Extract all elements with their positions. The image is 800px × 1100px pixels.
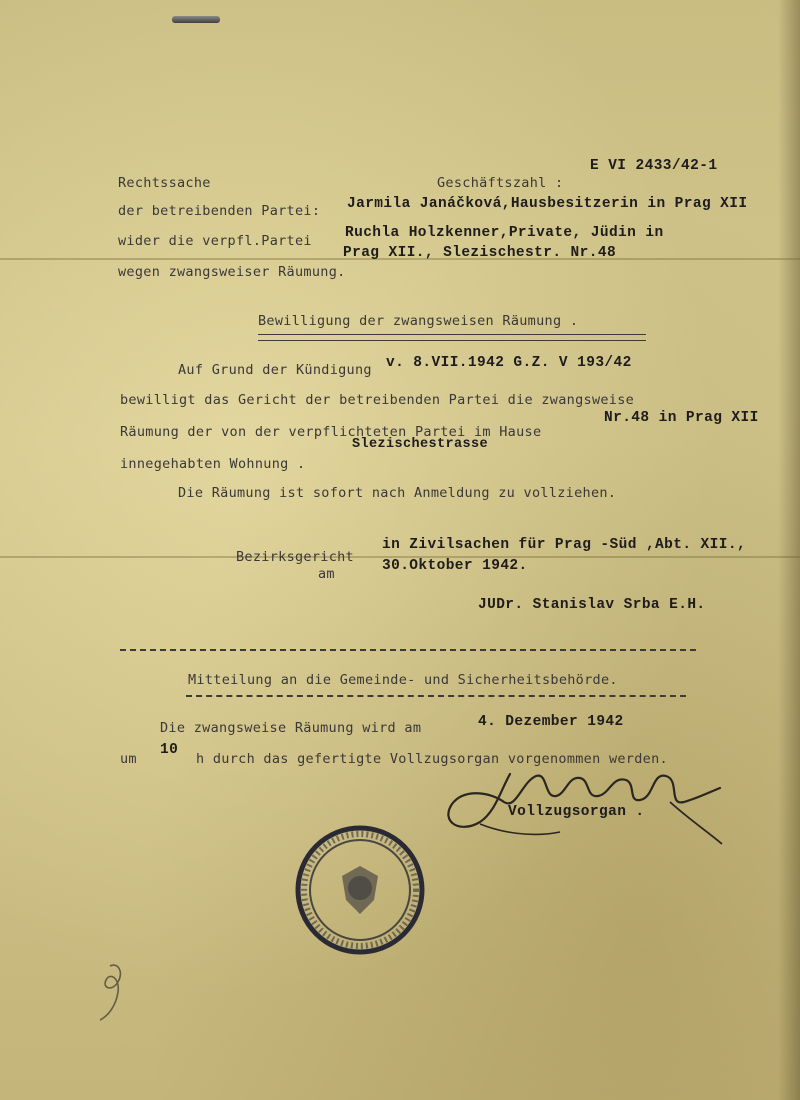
termin-line: Die zwangsweise Räumung wird am [160,720,422,736]
court-date: 30.Oktober 1942. [382,558,528,574]
rechtssache-label: Rechtssache [118,175,211,191]
verpflichtete-partei-value-1: Ruchla Holzkenner,Private, Jüdin in [345,225,664,241]
heading-double-underline [258,334,646,341]
bewilligung-heading: Bewilligung der zwangsweisen Räumung . [258,313,579,329]
street-fill: Slezischestrasse [352,437,489,452]
staple [172,16,220,23]
um-label: um [120,751,137,767]
termin-date-fill: 4. Dezember 1942 [478,714,624,730]
am-label: am [318,566,335,582]
mitteilung-underline [186,695,686,697]
vollzugsorgan-signatory: Vollzugsorgan . [508,804,645,820]
raeumung-line: Räumung der von der verpflichteten Partei im Hause [120,424,542,440]
geschaeftszahl-label: Geschäftszahl : [437,175,564,191]
kuendigung-value: v. 8.VII.1942 G.Z. V 193/42 [386,355,632,371]
verpflichtete-partei-value-2: Prag XII., Slezischestr. Nr.48 [343,245,617,261]
bezirksgericht-label: Bezirksgericht [236,549,354,565]
kuendigung-text: Auf Grund der Kündigung [178,362,372,378]
vollziehen-line: Die Räumung ist sofort nach Anmeldung zu vollziehen. [178,485,617,501]
hour-fill: 10 [160,742,179,758]
betreibende-partei-label: der betreibenden Partei: [118,203,321,219]
official-court-stamp [292,822,428,958]
wohnung-line: innegehabten Wohnung . [120,456,306,472]
bewilligt-line: bewilligt das Gericht der betreibenden Partei die zwangsweise [120,392,635,408]
separator-dashed-line [120,649,696,651]
vollzugsorgan-line: h durch das gefertigte Vollzugsorgan vorgenommen werden. [196,751,668,767]
court-name: in Zivilsachen für Prag -Süd ,Abt. XII., [382,537,747,553]
house-number-fill: Nr.48 in Prag XII [604,410,759,426]
case-number: E VI 2433/42-1 [590,158,718,174]
page-edge-shadow [778,0,800,1100]
wegen-label: wegen zwangsweiser Räumung. [118,264,346,280]
verpflichtete-partei-label: wider die verpfl.Partei [118,233,312,249]
betreibende-partei-value: Jarmila Janáčková,Hausbesitzerin in Prag XII [347,196,748,212]
mitteilung-heading: Mitteilung an die Gemeinde- und Sicherheitsbehörde. [188,672,618,688]
pencil-mark [90,958,140,1028]
judge-name: JUDr. Stanislav Srba E.H. [478,597,706,613]
